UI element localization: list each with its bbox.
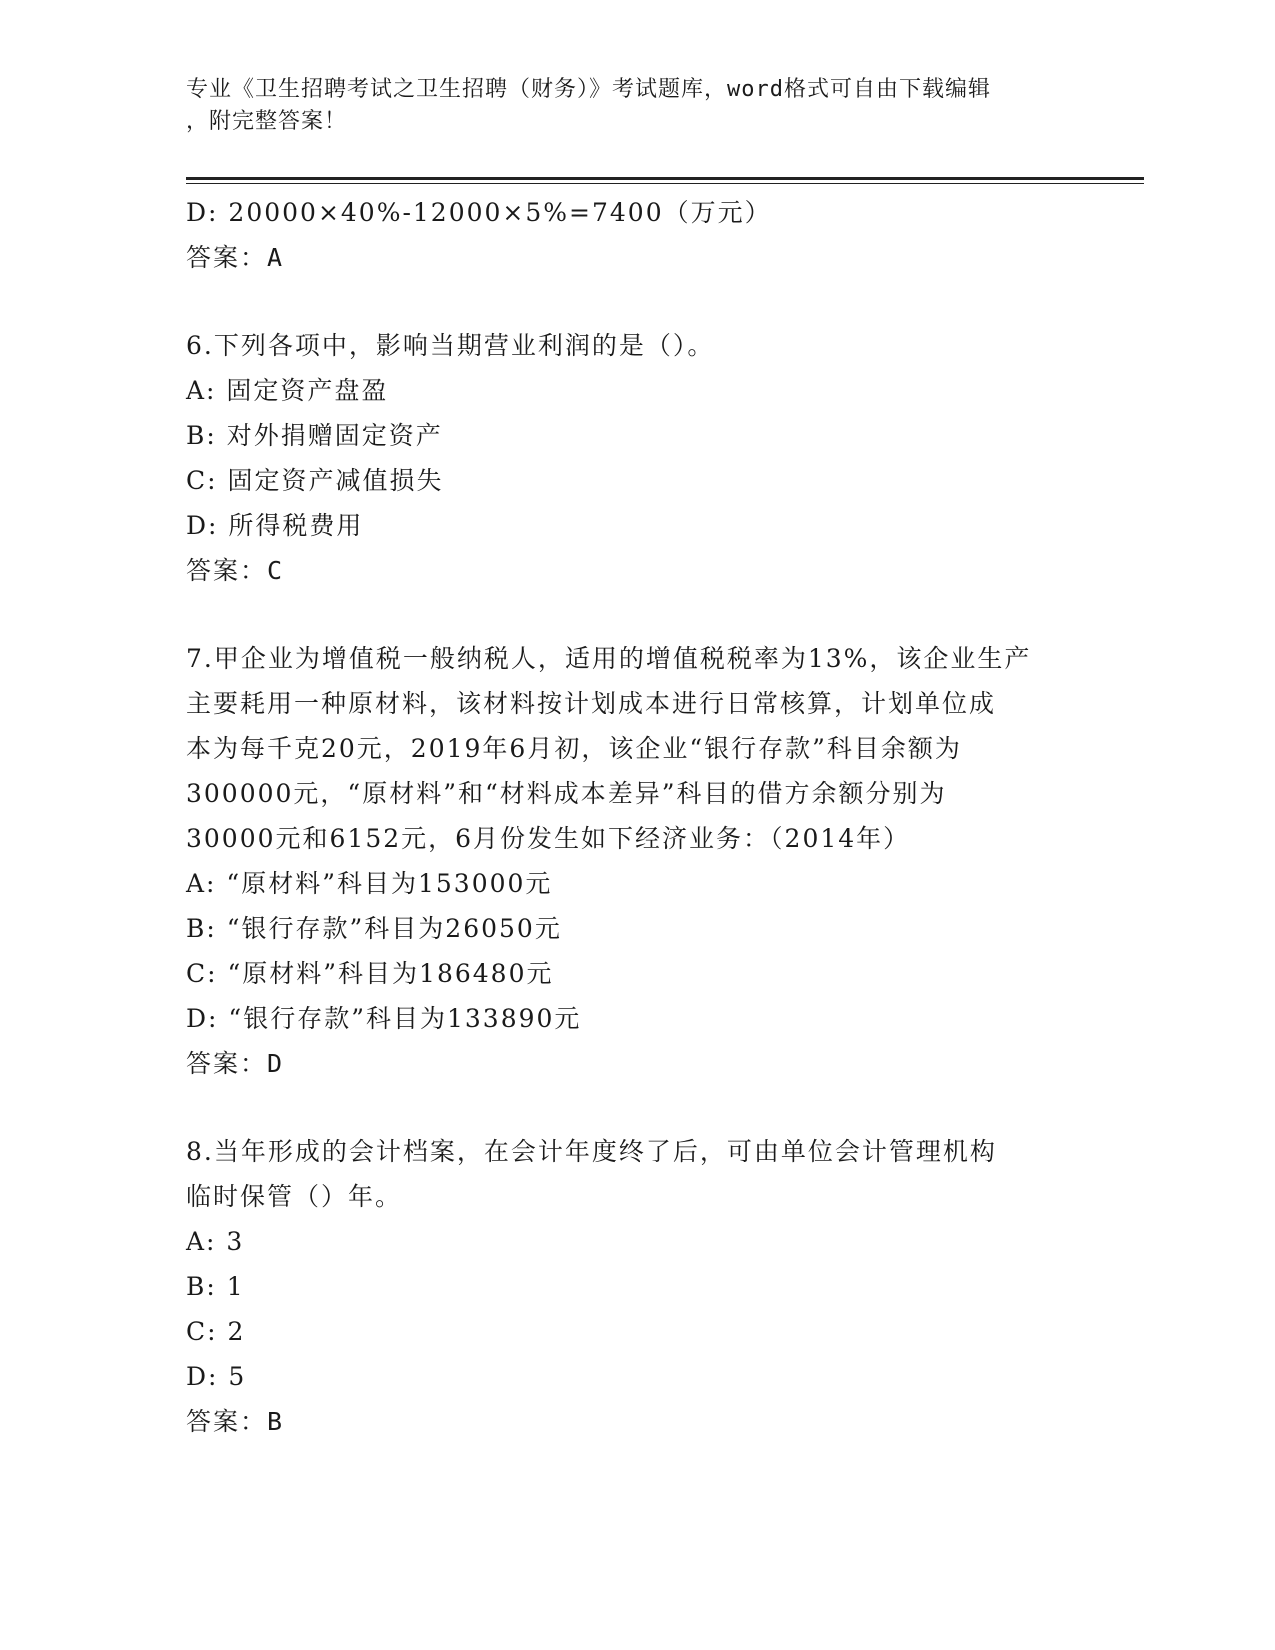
option-c: C: 固定资产减值损失 <box>186 466 444 495</box>
option-d: D: 所得税费用 <box>186 511 364 540</box>
question-text-line-2: 临时保管（）年。 <box>186 1182 403 1211</box>
option-d: D: 5 <box>186 1362 247 1391</box>
question-7 <box>186 636 1086 1086</box>
question-content <box>186 190 1086 1444</box>
question-text-line-1: 8.当年形成的会计档案，在会计年度终了后，可由单位会计管理机构 <box>186 1137 997 1166</box>
header-divider-thin <box>186 183 1144 184</box>
option-a: A: “原材料”科目为153000元 <box>186 869 553 898</box>
option-b: B: 1 <box>186 1272 245 1301</box>
question-text-line-5: 30000元和6152元，6月份发生如下经济业务：（2014年） <box>186 824 911 853</box>
option-a: A: 3 <box>186 1227 245 1256</box>
answer: 答案：A <box>186 243 285 272</box>
header-line-2: ，附完整答案！ <box>186 109 348 134</box>
answer: 答案：D <box>186 1049 285 1078</box>
answer: 答案：C <box>186 556 285 585</box>
question-text-line-2: 主要耗用一种原材料，该材料按计划成本进行日常核算，计划单位成 <box>186 689 997 718</box>
previous-question-tail <box>186 190 1086 280</box>
question-text: 6.下列各项中，影响当期营业利润的是（）。 <box>186 331 715 360</box>
header-line-1: 专业《卫生招聘考试之卫生招聘（财务）》考试题库，word格式可自由下载编辑 <box>186 77 991 102</box>
option-d: D: “银行存款”科目为133890元 <box>186 1004 582 1033</box>
option-d: D: 20000×40%-12000×5%=7400（万元） <box>186 198 772 227</box>
header-divider-thick <box>186 177 1144 180</box>
option-a: A: 固定资产盘盈 <box>186 376 389 405</box>
option-c: C: 2 <box>186 1317 246 1346</box>
option-b: B: “银行存款”科目为26050元 <box>186 914 562 943</box>
question-6 <box>186 323 1086 593</box>
question-text-line-1: 7.甲企业为增值税一般纳税人，适用的增值税税率为13%，该企业生产 <box>186 644 1032 673</box>
question-text-line-4: 300000元，“原材料”和“材料成本差异”科目的借方余额分别为 <box>186 779 947 808</box>
answer: 答案：B <box>186 1407 285 1436</box>
question-8 <box>186 1129 1086 1444</box>
document-header <box>186 74 1066 138</box>
option-b: B: 对外捐赠固定资产 <box>186 421 443 450</box>
question-text-line-3: 本为每千克20元，2019年6月初，该企业“银行存款”科目余额为 <box>186 734 962 763</box>
option-c: C: “原材料”科目为186480元 <box>186 959 554 988</box>
